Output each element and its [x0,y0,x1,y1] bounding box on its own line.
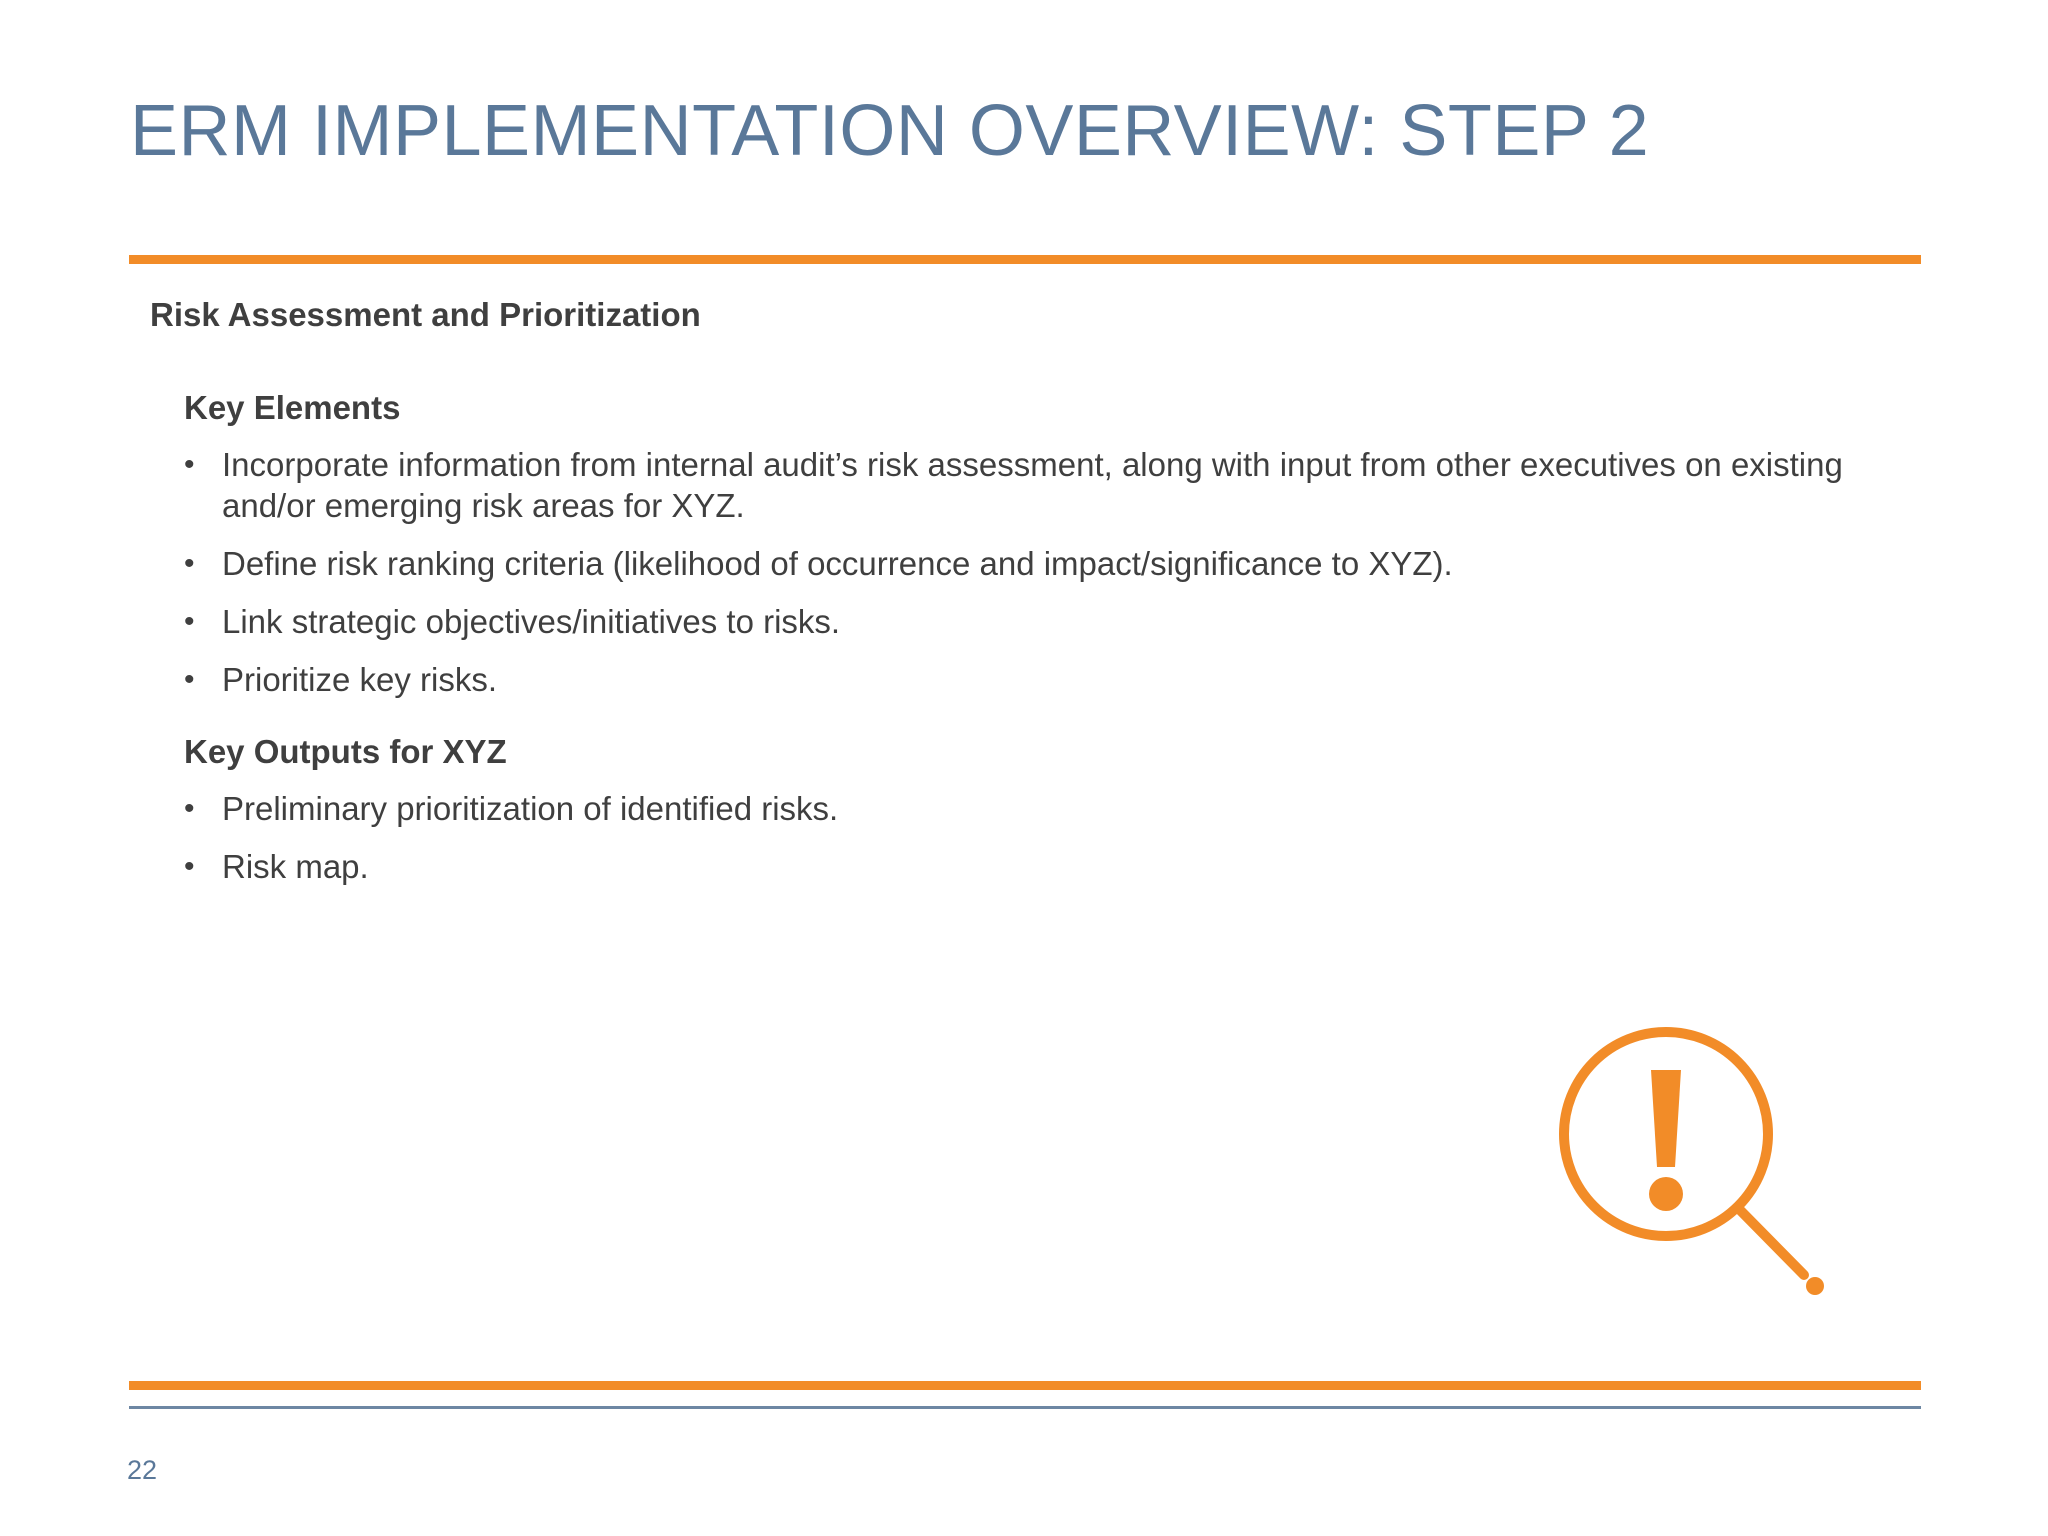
key-elements-heading: Key Elements [184,389,401,426]
section-heading: Risk Assessment and Prioritization [150,296,701,333]
list-item-text: Incorporate information from internal audit’s risk assessment, along with input from other executives on existing and/or emerging risk areas for XYZ. [222,446,1843,524]
footer-divider-blue [129,1406,1921,1409]
list-item [184,846,1904,887]
key-outputs-list [184,788,1904,887]
list-item-text: Link strategic objectives/initiatives to risks. [222,603,841,640]
bullet-icon: • [184,663,195,696]
list-item-text: Define risk ranking criteria (likelihood of occurrence and impact/significance to XYZ). [222,545,1453,582]
slide-content [184,386,1904,904]
bullet-icon: • [184,547,195,580]
list-item-text: Risk map. [222,848,369,885]
key-elements-group [184,386,1904,700]
key-elements-list [184,444,1904,700]
slide-title: ERM IMPLEMENTATION OVERVIEW: STEP 2 [130,91,1650,171]
bullet-icon: • [184,448,195,481]
bullet-icon: • [184,792,195,825]
key-outputs-heading: Key Outputs for XYZ [184,733,507,770]
page-number: 22 [127,1455,158,1485]
footer-divider-orange [129,1381,1921,1390]
list-item [184,601,1904,642]
key-outputs-group [184,730,1904,887]
title-divider [129,255,1921,264]
list-item-text: Prioritize key risks. [222,661,498,698]
bullet-icon: • [184,605,195,638]
list-item [184,659,1904,700]
list-item [184,543,1904,584]
list-item [184,788,1904,829]
list-item-text: Preliminary prioritization of identified risks. [222,790,839,827]
magnifier-alert-icon [1548,1022,1828,1322]
bullet-icon: • [184,850,195,883]
list-item [184,444,1904,526]
